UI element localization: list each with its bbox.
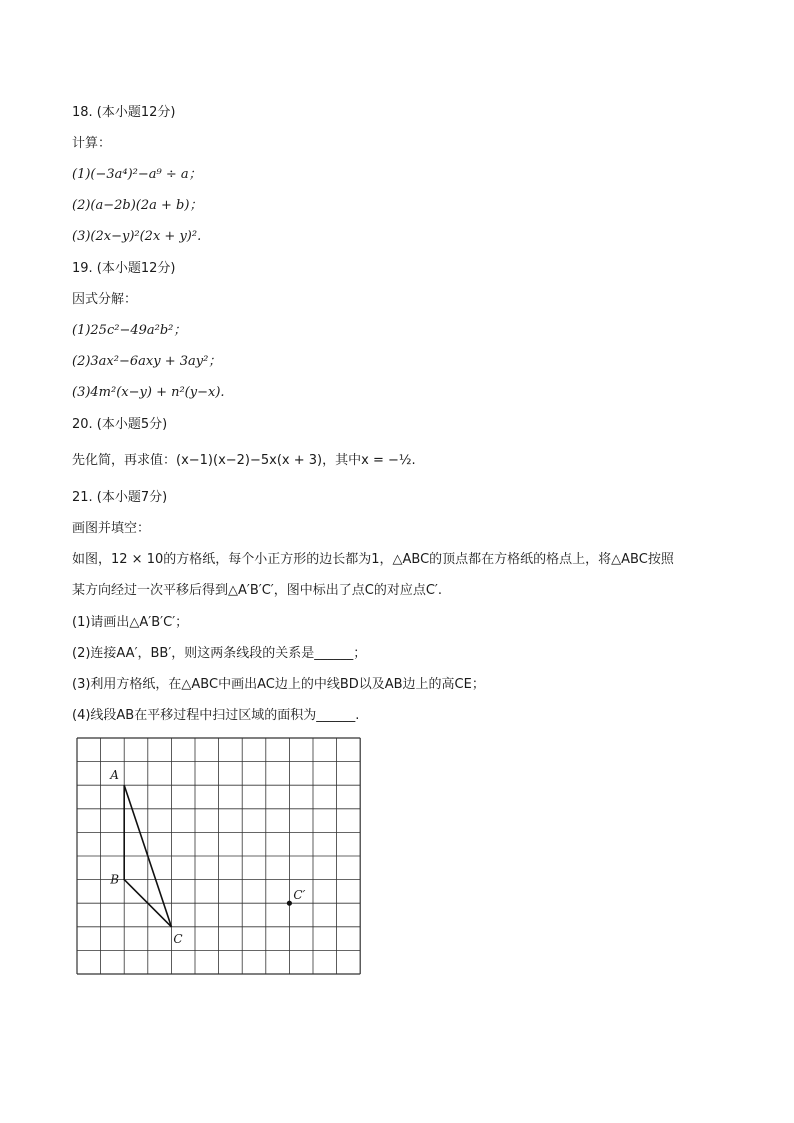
question-21-item-3: (3)利用方格纸，在△ABC中画出AC边上的中线BD以及AB边上的高CE； (72, 677, 485, 692)
question-18-item-2: (2)(a−2b)(2a + b)； (72, 198, 203, 213)
question-18-item-1: (1)(−3a⁴)²−a⁹ ÷ a； (72, 167, 202, 182)
question-21-header: 21. (本小题7分) (72, 490, 168, 505)
question-21-item-1: (1)请画出△A′B′C′； (72, 615, 189, 630)
question-21-prompt: 画图并填空： (72, 521, 151, 536)
question-19-item-3: (3)4m²(x−y) + n²(y−x). (72, 385, 225, 400)
question-19-item-2: (2)3ax²−6axy + 3ay²； (72, 354, 222, 369)
question-20-prompt: 先化简，再求值：(x−1)(x−2)−5x(x + 3)，其中x = −½. (72, 453, 416, 468)
point-label-c-prime: C′ (293, 888, 306, 903)
point-c-prime-dot (287, 901, 292, 906)
point-label-c: C (173, 931, 183, 946)
point-label-a: A (110, 768, 119, 783)
question-21-body-1: 如图，12 × 10的方格纸，每个小正方形的边长都为1，△ABC的顶点都在方格纸的格点上，将△ABC按照 (72, 552, 674, 567)
question-21-item-4: (4)线段AB在平移过程中扫过区域的面积为______. (72, 708, 360, 723)
question-18-item-3: (3)(2x−y)²(2x + y)². (72, 229, 202, 244)
question-18-prompt: 计算： (72, 136, 112, 151)
question-19-prompt: 因式分解： (72, 292, 138, 307)
question-19-item-1: (1)25c²−49a²b²； (72, 323, 187, 338)
question-21-item-2: (2)连接AA′，BB′，则这两条线段的关系是______； (72, 646, 367, 661)
question-20-header: 20. (本小题5分) (72, 417, 168, 432)
question-18-header: 18. (本小题12分) (72, 105, 176, 120)
point-label-b: B (110, 872, 120, 887)
question-21-body-2: 某方向经过一次平移后得到△A′B′C′，图中标出了点C的对应点C′. (72, 583, 442, 598)
question-19-header: 19. (本小题12分) (72, 261, 176, 276)
